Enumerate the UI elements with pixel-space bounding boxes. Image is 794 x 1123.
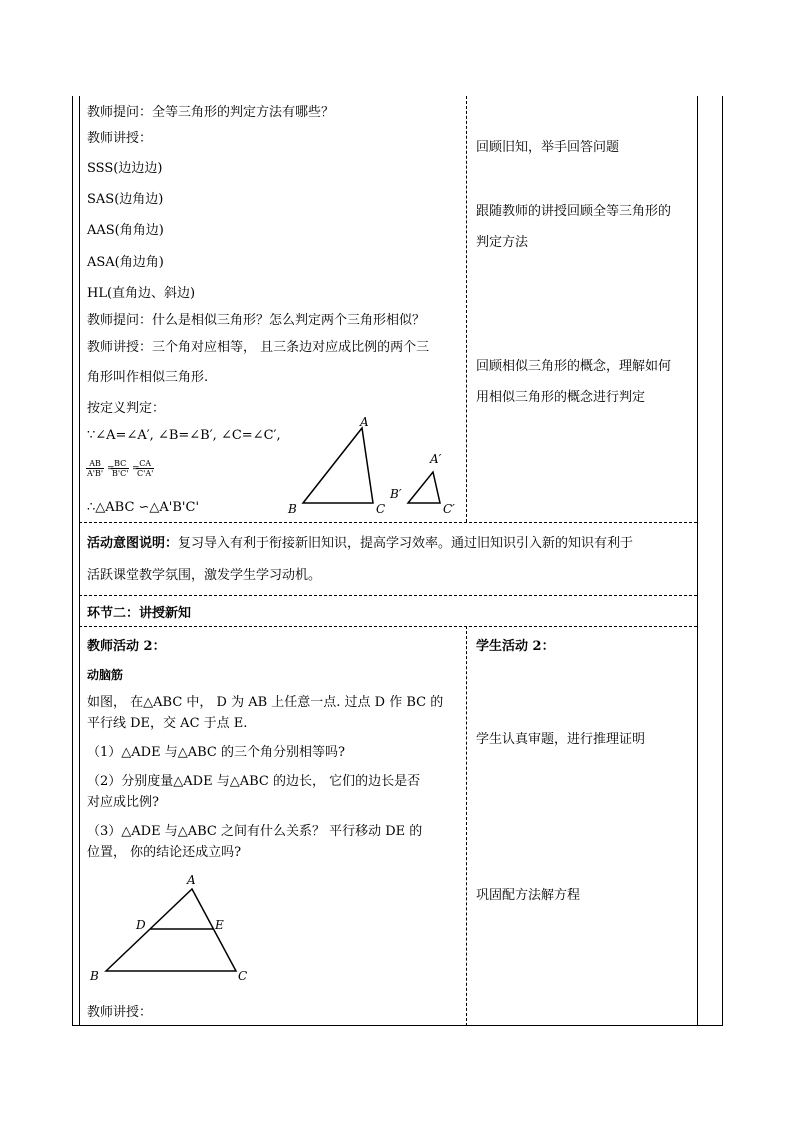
teacher-activity-2-heading: 教师活动 2： xyxy=(87,639,166,654)
student-review-1: 回顾旧知，举手回答问题 xyxy=(476,140,620,155)
activity-intent-text: 复习导入有利于衔接新旧知识，提高学习效率。通过旧知识引入新的知识有利于 xyxy=(178,536,634,551)
teacher-lecture-2-line2: 角形叫作相似三角形. xyxy=(87,370,209,385)
brain-teaser-label: 动脑筋 xyxy=(87,668,124,682)
label-c-2: C xyxy=(238,969,248,983)
criterion-aas: AAS(角角边) xyxy=(87,223,164,238)
activity-intent-label: 活动意图说明： xyxy=(87,536,179,551)
teacher-question-1: 教师提问：全等三角形的判定方法有哪些？ xyxy=(87,105,335,120)
similarity-conclusion: ∴△ABC ∽△A'B'C' xyxy=(87,500,200,515)
row-divider-2 xyxy=(79,595,697,596)
criterion-sss: SSS(边边边) xyxy=(87,161,163,176)
table-right-border xyxy=(722,96,723,1026)
problem-line2: 平行线 DE，交 AC 于点 E. xyxy=(87,716,248,731)
column-divider-row3 xyxy=(466,626,467,1026)
activity-intent-line1 xyxy=(87,532,633,551)
table-left-border xyxy=(72,96,73,1026)
row-divider-3 xyxy=(79,626,697,627)
student-activity-2-r2: 巩固配方法解方程 xyxy=(476,888,581,903)
question-2-line2: 对应成比例? xyxy=(87,795,159,810)
triangle-a2b2c2 xyxy=(408,472,440,503)
teacher-lecture-2-line1: 教师讲授：三个角对应相等， 且三条边对应成比例的两个三 xyxy=(87,340,430,355)
label-a-prime: A′ xyxy=(430,452,442,466)
student-activity-2-r1: 学生认真审题，进行推理证明 xyxy=(476,732,646,747)
ratio-eq-2: = xyxy=(132,464,140,474)
student-activity-2-heading: 学生活动 2： xyxy=(476,639,555,654)
student-review-2-line2: 判定方法 xyxy=(476,235,529,250)
ratio-bc: $\frac{BC}{B'C'}$ xyxy=(112,459,129,478)
label-a-2: A xyxy=(187,873,196,887)
question-3-line2: 位置， 你的结论还成立吗? xyxy=(87,845,242,860)
criterion-hl: HL(直角边、斜边) xyxy=(87,286,196,301)
triangle-ade-figure xyxy=(85,870,255,985)
ratio-ab: $\frac{AB}{A'B'}$ xyxy=(87,459,104,478)
label-a: A xyxy=(360,415,369,429)
teacher-lecture-label-2: 教师讲授： xyxy=(87,1005,153,1020)
student-review-3-line2: 用相似三角形的概念进行判定 xyxy=(476,390,646,405)
question-2-line1: （2）分别度量△ADE 与△ABC 的边长， 它们的边长是否 xyxy=(87,774,421,789)
activity-intent-line2: 活跃课堂教学氛围，激发学生学习动机。 xyxy=(87,568,322,583)
label-c: C xyxy=(376,502,386,516)
label-b-prime: B′ xyxy=(390,487,402,501)
problem-line1: 如图， 在△ABC 中， D 为 AB 上任意一点. 过点 D 作 BC 的 xyxy=(87,695,444,710)
label-b-2: B xyxy=(90,969,99,983)
teacher-lecture-label: 教师讲授： xyxy=(87,131,153,146)
ratio-eq-1: = xyxy=(107,464,115,474)
similar-triangles-figure xyxy=(280,410,470,520)
triangle-abc xyxy=(303,428,373,503)
row-divider-1 xyxy=(79,522,697,523)
table-right-border-inner xyxy=(697,96,698,1026)
label-c-prime: C′ xyxy=(443,502,455,516)
question-1: （1）△ADE 与△ABC 的三个角分别相等吗? xyxy=(87,745,345,760)
student-review-2-line1: 跟随教师的讲授回顾全等三角形的 xyxy=(476,204,672,219)
criterion-sas: SAS(边角边) xyxy=(87,192,164,207)
label-d: D xyxy=(136,918,146,932)
student-review-3-line1: 回顾相似三角形的概念，理解如何 xyxy=(476,359,672,374)
section-2-title: 环节二：讲授新知 xyxy=(87,606,192,621)
ratio-ca: $\frac{CA}{C'A'}$ xyxy=(137,459,154,478)
criterion-asa: ASA(角边角) xyxy=(87,255,164,270)
label-b: B xyxy=(288,502,297,516)
table-bottom-border xyxy=(72,1025,722,1026)
by-definition-label: 按定义判定： xyxy=(87,401,166,416)
teacher-question-2: 教师提问：什么是相似三角形？怎么判定两个三角形相似？ xyxy=(87,313,426,328)
label-e: E xyxy=(215,918,224,932)
angle-equalities: ∵∠A=∠A′, ∠B=∠B′, ∠C=∠C′, xyxy=(87,428,281,443)
table-left-border-inner xyxy=(79,96,80,1026)
question-3-line1: （3）△ADE 与△ABC 之间有什么关系？ 平行移动 DE 的 xyxy=(87,824,423,839)
